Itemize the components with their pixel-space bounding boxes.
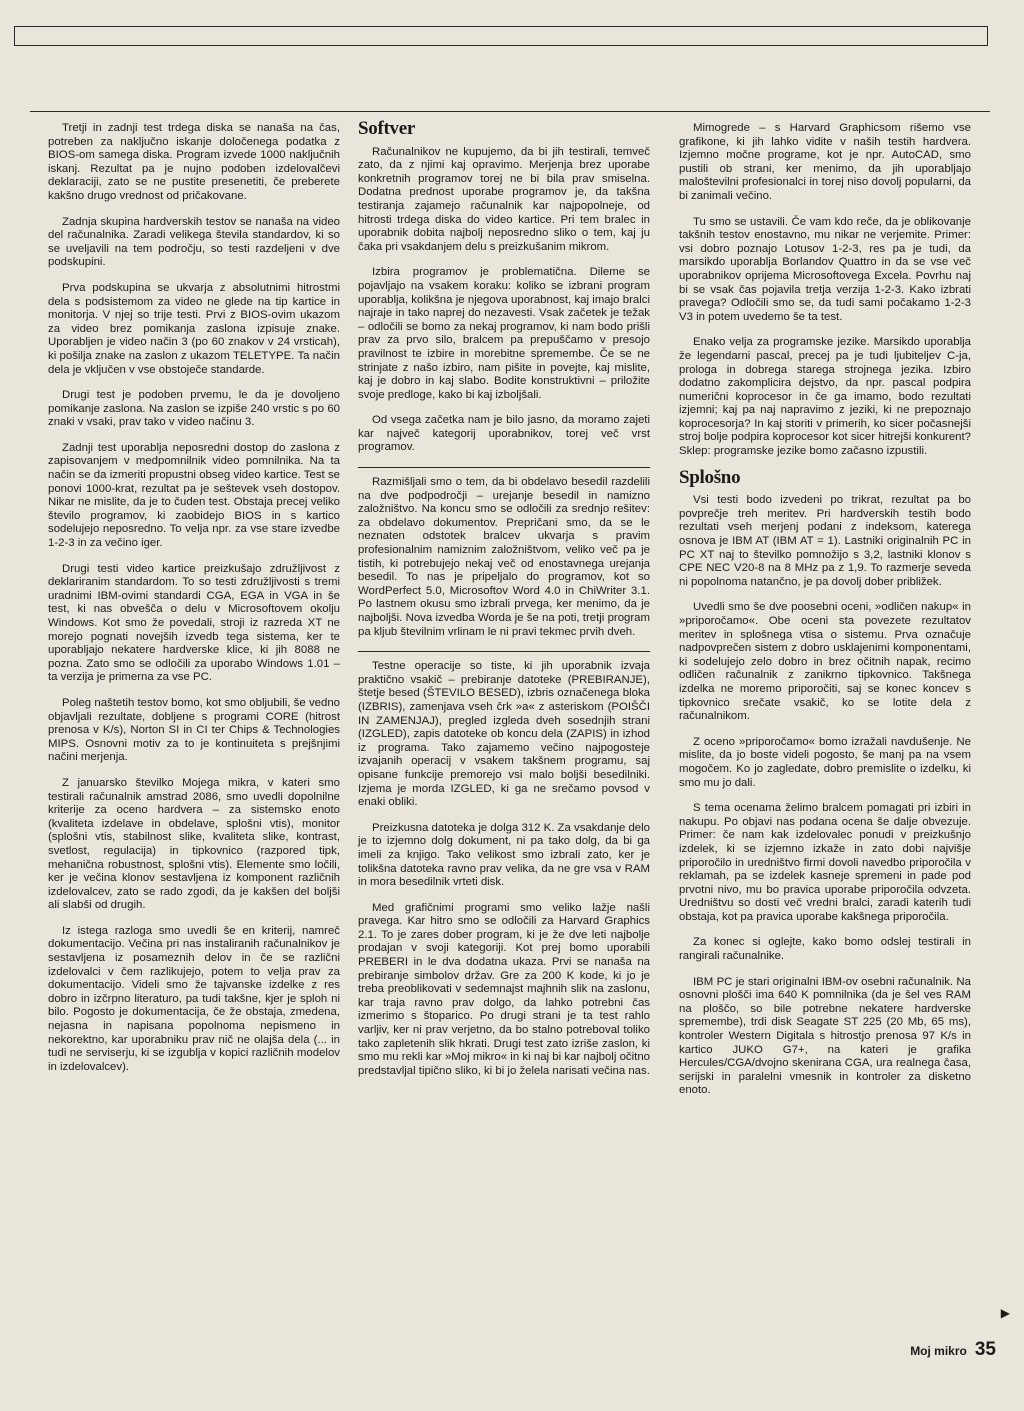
paragraph: Z januarsko številko Mojega mikra, v kateri smo testirali računalnik amstrad 2086, smo uvedli dopolnilne kriterije za oceno hardvera – za sistemsko enoto (kvaliteta izdelave in obdelave, splošni vtis), monitor (splošni vtis, stabilnost slike, kvaliteta slike, kontrast, svetlost, regulacija) in tipkovnico (razpored tipk, mehanična robustnost, splošni vtis). Elemente smo ločili, ker je večina klonov sestavljena iz komponent različnih izdelovalcev, zato se rado zgodi, da je kakšen del boljši ali slabši od drugih. xyxy=(48,776,340,912)
paragraph: Računalnikov ne kupujemo, da bi jih testirali, temveč zato, da z njimi kaj opravimo. Merjenja brez uporabe konkretnih programov torej ne bi bila prav smiselna. Dodatna prednost uporabe programov je, da takšna testiranja zajamejo računalnik kar najpopolneje, od hitrosti trdega diska do video kartice. Pri tem bralec in uporabnik dobita najbolj neposredno sliko o tem, kaj ju čaka pri vsakdanjem delu s preizkušanim mikrom. xyxy=(358,145,650,253)
page-number: 35 xyxy=(974,1339,996,1360)
paragraph: Poleg naštetih testov bomo, kot smo obljubili, še vedno objavljali rezultate, dobljene s programi CORE (hitrost prenosa v K/s), Norton SI in CI ter Chips & Technologies MIPS. Osnovni motiv za to je kontinuiteta s prejšnjimi načini merjenja. xyxy=(48,696,340,764)
section-heading-splosno: Splošno xyxy=(679,466,741,488)
paragraph: S tema ocenama želimo bralcem pomagati pri izbiri in nakupu. Po objavi nas podana ocena še dalje obvezuje. Primer: če nam kak izdelovalec ponudi v preizkušnjo izdelek, ki se izjemno izkaže in zato dobi najvišje priporočilo in uredništvo firmi dovoli navedbo priporočila v reklamah, pa se izdelek kasneje spremeni in pade pod prvotni nivo, mu bo pravica uporabe priporočila odvzeta. Uredništvu so dosti več vredni bralci, zaradi katerih tudi obstaja, kot pa pravica uporabe kakšnega priporočila. xyxy=(679,802,971,923)
paragraph: Med grafičnimi programi smo veliko lažje našli pravega. Kar hitro smo se odločili za Harvard Graphics 2.1. To je zares dober program, ki je že dve leti najbolje prodajan v svoji kategoriji. Kot prej bomo uporabili PREBERI in le dva dodatna ukaza. Prvi se nanaša na prebiranje simbolov držav. Gre za 200 K kode, ki jo je treba preoblikovati v sedemnajst majhnih slik na zaslonu, kar traja ravno prav dolgo, da lahko potrebni čas izmerimo s štoparico. Po drugi strani je ta test rahlo varljiv, ker ni prav verjetno, da bo stalno potreboval toliko tako zapletenih slik hkrati. Drugi test zato izriše zaslon, ki smo mu rekli kar »Moj mikro« in ki naj bi kar najbolj očitno predstavljal tipično sliko, ki bi jo želela narisati večina nas. xyxy=(358,901,650,1077)
paragraph: Prva podskupina se ukvarja z absolutnimi hitrostmi dela s podsistemom za video ne glede na tip kartice in monitorja. V njej so trije testi. Prvi z BIOS-ovim ukazom za video brez pomikanja zaslona izpisuje znake. Uporabljen je video način 3 (po 60 znakov v 24 vrsticah), ki pošilja znake na zaslon z ukazom TELETYPE. Ta način dela je vključen v vse obstoječe standarde. xyxy=(48,281,340,376)
paragraph: Od vsega začetka nam je bilo jasno, da moramo zajeti kar največ kategorij uporabnikov, torej več vrst programov. xyxy=(358,414,650,454)
paragraph: Enako velja za programske jezike. Marsikdo uporablja že legendarni pascal, precej pa je tudi ljubiteljev C-ja, prologa in dobrega starega strojnega jezika. Izbiro dodatno zakomplicira dejstvo, da npr. pascal podpira numerični koprocesor in če ga imamo, bodo rezultati izjemni; kaj pa naj napravimo z jeziki, ki ne prepoznajo koprocesorja? In kaj storiti v primerih, ko sicer počasnejši stroj bolje podpira koprocesor kot sicer hitrejši konkurent? Sklep: programske jezike bomo začasno izpustili. xyxy=(679,336,971,458)
section-heading-softver: Softver xyxy=(358,118,415,139)
paragraph: Z oceno »priporočamo« bomo izražali navdušenje. Ne mislite, da jo boste videli pogosto, še manj pa na vsem mogočem. Ko jo zagledate, dobro premislite o izdelku, ki smo mu jo dali. xyxy=(679,735,971,789)
paragraph: Izbira programov je problematična. Dileme se pojavljajo na vsakem koraku: koliko se izbrani program uporablja, kolikšna je njegova uporabnost, kaj imajo bralci najraje in tako naprej do nezavesti. Vsak začetek je težak – odločili se bomo za nekaj programov, ki nam bodo prišli prav za prvo silo, bralcem pa prepuščamo v presojo pravilnost te izbire in morebitne spremembe. Če se ne strinjate z našo izbiro, nam pišite in povejte, kaj mislite, kaj je dobro in kaj slabo. Bodite konstruktivni – priložite svoje predloge, kako bi kaj izboljšali. xyxy=(358,266,650,401)
paragraph: Testne operacije so tiste, ki jih uporabnik izvaja praktično vsakič – prebiranje datoteke (PREBIRANJE), štetje besed (ŠTEVILO BESED), izbris označenega bloka (IZBRIS), zamenjava vseh črk »a« z asteriskom (POIŠČI IN ZAMENJAJ), pregled izgleda dveh sosednjih strani (IZGLED), zapis datoteke ob koncu dela (ZAPIS) in izhod iz programa. Tako zajamemo večino najpogosteje izvajanih operacij v vsakem takšnem programu, saj opisane funkcije premorejo vsi malo boljši besedilniki. Izjema je morda IZGLED, ki ga ne srečamo povsod v enaki obliki. xyxy=(358,660,650,809)
paragraph: Drugi testi video kartice preizkušajo združljivost z deklariranim standardom. To so testi združljivosti s tremi uradnimi IBM-ovimi standardi CGA, EGA in VGA in še test, ki nas obvešča o delu v Microsoftovem okolju Windows. Kot smo že povedali, stroji iz razreda XT ne morejo pognati novejših izvedb tega sistema, ker te uporabljajo nekatere hardverske klice, ki jih 8088 ne pozna. Zato smo se odločili za uporabo Windows 1.01 – ta verzija je primerna za vse PC. xyxy=(48,562,340,684)
column-2 xyxy=(358,118,650,1090)
header-frame xyxy=(14,26,988,46)
paragraph: Razmišljali smo o tem, da bi obdelavo besedil razdelili na dve podpodročji – urejanje besedil in namizno založništvo. Na koncu smo se odločili za srednjo rešitev: za obdelavo dokumentov. Prepričani smo, da se le neznaten odstotek bralcev ukvarja s pravim profesionalnim namiznim založništvom, veliko več pa je tistih, ki potrebujejo nekaj več od enostavnega urejanja besedil. To nas je pripeljalo do programov, kot so WordPerfect 5.0, Microsoftov Word 4.0 in ChiWriter 3.1. Po lastnem okusu smo izbrali prvega, ker menimo, da je najboljši. Nova izvedba Worda je še na poti, tretji program pa kljub številnim vrlinam le ni pravi tekmec prvih dveh. xyxy=(358,476,650,638)
header-rule xyxy=(30,111,990,112)
continue-arrow-icon: ▶ xyxy=(1000,1306,1010,1320)
magazine-name: Moj mikro xyxy=(910,1344,967,1358)
paragraph: Za konec si oglejte, kako bomo odslej testirali in rangirali računalnike. xyxy=(679,936,971,963)
paragraph: Preizkusna datoteka je dolga 312 K. Za vsakdanje delo je to izjemno dolg dokument, ni pa tako dolg, da bi ga imeli za knjigo. Tako velikost smo izbrali zato, ker je tolikšna datoteka ravno prav velika, da ne gre vsa v RAM in mora besedilnik vrteti disk. xyxy=(358,821,650,889)
divider xyxy=(358,651,650,652)
paragraph: Zadnji test uporablja neposredni dostop do zaslona z zapisovanjem v medpomnilnik video pomnilnika. Na ta način se da izmeriti propustni obseg video kartice. Test se ponovi 1000-krat, rezultat pa je seštevek vseh dostopov. Nikar ne mislite, da je to čuden test. Obstaja precej veliko število programov, ki zaobidejo BIOS in s kartico sodelujejo neposredno. To velja npr. za vse stare izvedbe 1-2-3 in za večino iger. xyxy=(48,441,340,550)
divider xyxy=(358,467,650,468)
paragraph: Vsi testi bodo izvedeni po trikrat, rezultat pa bo povprečje treh meritev. Pri hardverskih testih bodo rezultati vseh merjenj podani z indeksom, katerega osnova je IBM AT (IBM AT = 1). Lastniki originalnih PC in PC XT naj to številko pomnožijo s 3,2, lastniki klonov s CPE NEC V20-8 na 8 MHz pa z 1,9. To razmerje seveda ni popolnoma natančno, je pa dovolj dober približek. xyxy=(679,494,971,588)
column-1 xyxy=(48,122,340,1086)
paragraph: Tu smo se ustavili. Če vam kdo reče, da je oblikovanje takšnih testov enostavno, mu nikar ne verjemite. Primer: vsi dobro poznajo Lotusov 1-2-3, res pa je tudi, da marsikdo uporablja Borlandov Quattro in da se vse več uporabnikov oprijema Microsoftovega Excela. Povrhu naj bi se vsak čas pojavila tretja verzija 1-2-3. Kako izbrati pravega? Odločili smo se, da tudi sami počakamo 1-2-3 V3 in potem uvedemo še ta test. xyxy=(679,215,971,323)
paragraph: Mimogrede – s Harvard Graphicsom rišemo vse grafikone, ki jih lahko vidite v naših testih hardvera. Izjemno močne programe, kot je npr. AutoCAD, smo pustili ob strani, ker menimo, da jih uporabljajo maloštevilni profesionalci in torej niso dovolj popularni, da bi zanimali večino. xyxy=(679,122,971,202)
paragraph: IBM PC je stari originalni IBM-ov osebni računalnik. Na osnovni plošči ima 640 K pomnilnika (da je šel ves RAM na ploščo, so bile potrebne nekatere hardverske spremembe), trdi disk Seagate ST 225 (20 Mb, 65 ms), kontroler Western Digitala s hitrostjo prenosa 97 K/s in kartico JUKO G7+, na kateri je grafika Hercules/CGA/dvojno skenirana CGA, ura realnega časa, serijski in paralelni vmesnik in kontroler za disketno enoto. xyxy=(679,975,971,1097)
paragraph: Zadnja skupina hardverskih testov se nanaša na video del računalnika. Zaradi velikega števila standardov, ki so se uveljavili na tem področju, so testi razdeljeni v dve podskupini. xyxy=(48,215,340,269)
article-body xyxy=(48,118,971,1327)
page-footer xyxy=(910,1339,996,1361)
paragraph: Drugi test je podoben prvemu, le da je dovoljeno pomikanje zaslona. Na zaslon se izpiše 240 vrstic s po 60 znaki v vsaki, prav tako v video načinu 3. xyxy=(48,389,340,429)
paragraph: Uvedli smo še dve poosebni oceni, »odličen nakup« in »priporočamo«. Obe oceni sta povezete rezultatov meritev in splošnega vtisa o sistemu. Prva označuje nadpovprečen sistem z dobro usklajenimi komponentami, ki sodelujejo zelo dobro in brez očitnih napak, recimo odličen računalnik z zanikrno tipkovnico. Takšnega izdelka ne moremo priporočiti, saj se konec koncev s tipkovnico srečate vsakič, ko se lotite dela z računalnikom. xyxy=(679,601,971,723)
paragraph: Iz istega razloga smo uvedli še en kriterij, namreč dokumentacijo. Večina pri nas instaliranih računalnikov je sestavljena iz posameznih delov in če se različni izdelovalci v čem razlikujejo, potem to velja prav za dokumentacijo. Videli smo že tajvanske izdelke z res dobro in izčrpno literaturo, pa tudi takšne, kjer je sploh ni bilo. Pogosto je dokumentacija, če že obstaja, zmedena, nejasna in napisana popolnoma nepismeno in nekorektno, kar uporabniku prav nič ne olajša dela (... in tudi ne serviserju, ki se izgublja v kopici različnih modelov in izdelovalcev). xyxy=(48,924,340,1073)
column-3 xyxy=(679,122,971,1110)
paragraph: Tretji in zadnji test trdega diska se nanaša na čas, potreben za naključno iskanje določenega podatka z BIOS-om samega diska. Program izvede 1000 naključnih iskanj. Rezultat pa je nujno podoben izdelovalčevi deklaraciji, zato se ne pustite presenetiti, če preberete kakšno drugo vrednost od pričakovane. xyxy=(48,122,340,202)
